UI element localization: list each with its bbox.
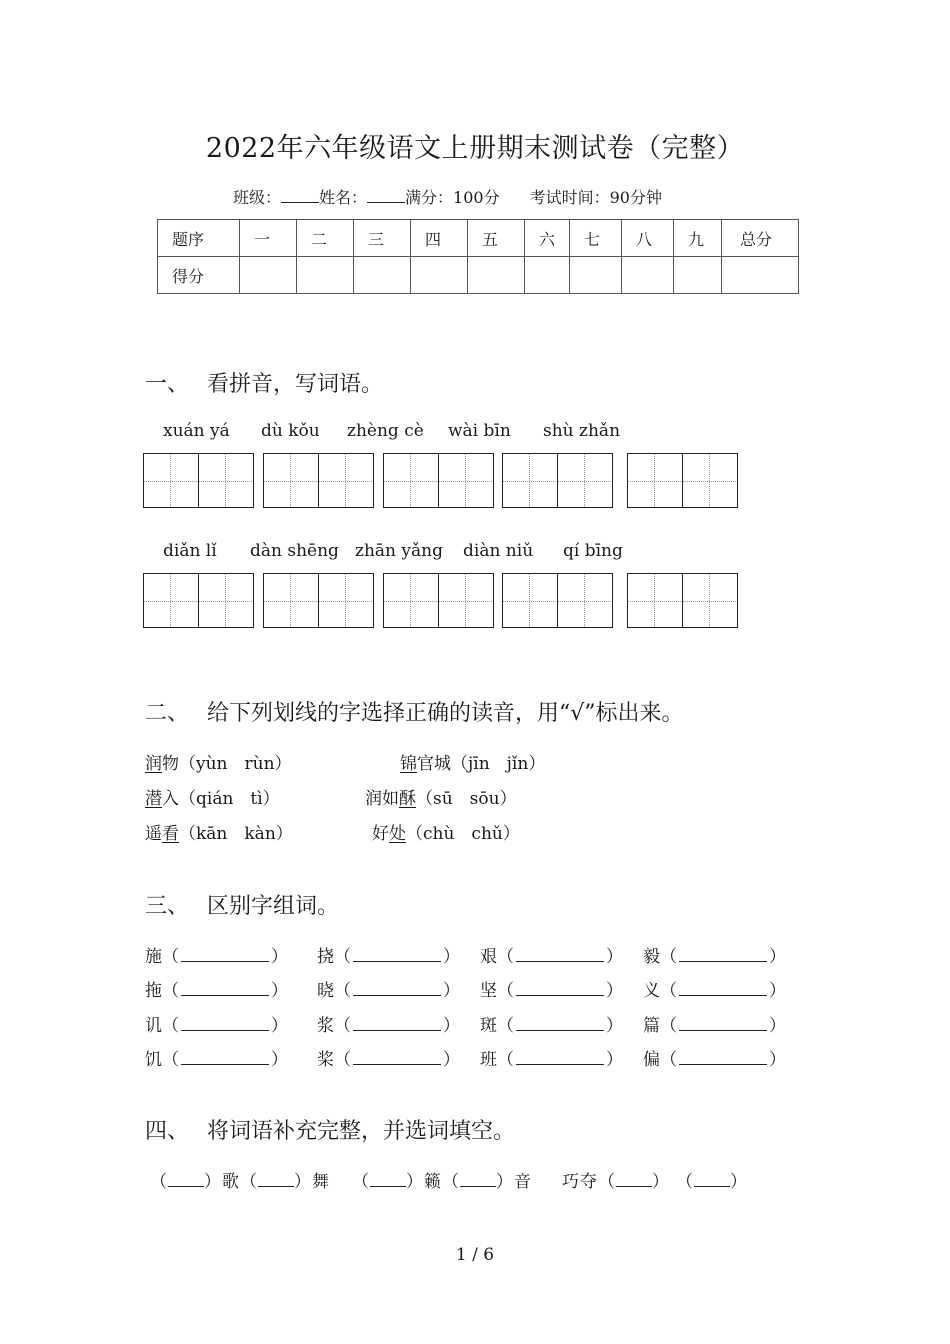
reading-options[interactable]: 官城（jīn jǐn）	[417, 754, 546, 774]
score-header-row	[158, 220, 799, 257]
idiom-fill-line: （ ）歌（ ）舞 （ ）籁（ ）音 巧夺（ ） （ ）	[150, 1172, 748, 1192]
writing-grid[interactable]	[143, 573, 254, 628]
answer-blank[interactable]	[353, 983, 441, 996]
reading-options[interactable]: （chù chǔ）	[406, 824, 520, 844]
score-value-row	[158, 257, 799, 294]
word-group-item: 桨（ ）	[317, 1050, 460, 1070]
idiom-char: 舞	[312, 1172, 330, 1192]
name-blank[interactable]	[367, 188, 405, 203]
writing-grid[interactable]	[143, 453, 254, 508]
class-blank[interactable]	[281, 188, 319, 203]
section-number: 二、	[145, 701, 190, 726]
table-cell: 题序	[158, 220, 240, 257]
idiom-char: 音	[514, 1172, 532, 1192]
answer-blank[interactable]	[460, 1174, 496, 1187]
reading-item	[145, 784, 280, 809]
table-cell: 二	[297, 220, 354, 257]
word-group-item: 拖（ ）	[145, 981, 288, 1001]
reading-options[interactable]: 入（qián tì）	[162, 789, 280, 809]
char: 晓	[317, 981, 334, 1001]
pinyin: zhèng cè	[347, 421, 424, 441]
section-title: 将词语补充完整，并选词填空。	[207, 1119, 516, 1144]
char: 艰	[480, 947, 497, 967]
answer-blank[interactable]	[353, 1018, 441, 1031]
reading-item	[372, 819, 520, 844]
char: 义	[643, 981, 660, 1001]
score-cell[interactable]	[468, 257, 525, 294]
answer-blank[interactable]	[516, 1018, 604, 1031]
word-group-item: 坚（ ）	[480, 981, 623, 1001]
word-group-item: 篇（ ）	[643, 1016, 786, 1036]
section-3-heading	[145, 889, 339, 920]
section-title: 给下列划线的字选择正确的读音，用“√”标出来。	[207, 701, 684, 726]
score-cell[interactable]	[570, 257, 622, 294]
section-title: 看拼音，写词语。	[207, 372, 384, 397]
table-cell: 四	[411, 220, 468, 257]
answer-blank[interactable]	[168, 1174, 204, 1187]
section-4-heading	[145, 1114, 515, 1145]
score-table	[157, 219, 799, 294]
reading-item	[365, 784, 517, 809]
page-title: 2022年六年级语文上册期末测试卷（完整）	[205, 133, 745, 164]
table-cell: 总分	[722, 220, 799, 257]
word-group-item: 挠（ ）	[317, 947, 460, 967]
word-group-item: 斑（ ）	[480, 1016, 623, 1036]
answer-blank[interactable]	[679, 983, 767, 996]
word-group-item: 讥（ ）	[145, 1016, 288, 1036]
answer-blank[interactable]	[516, 949, 604, 962]
underlined-char: 处	[389, 824, 406, 844]
pinyin: diàn niǔ	[463, 541, 534, 561]
pinyin: diǎn lǐ	[163, 541, 217, 561]
word-group-item: 毅（ ）	[643, 947, 786, 967]
char: 毅	[643, 947, 660, 967]
answer-blank[interactable]	[181, 1052, 269, 1065]
char: 坚	[480, 981, 497, 1001]
answer-blank[interactable]	[516, 1052, 604, 1065]
reading-options[interactable]: （sū sōu）	[416, 789, 517, 809]
section-number: 四、	[145, 1119, 190, 1144]
word-group-item: 偏（ ）	[643, 1050, 786, 1070]
underlined-char: 锦	[400, 754, 417, 774]
page-number: 1 / 6	[455, 1245, 495, 1265]
word-group-item: 浆（ ）	[317, 1016, 460, 1036]
writing-grid[interactable]	[263, 453, 374, 508]
idiom-char: 歌	[222, 1172, 240, 1192]
char: 浆	[317, 1016, 334, 1036]
answer-blank[interactable]	[516, 983, 604, 996]
word-prefix: 遥	[145, 824, 162, 844]
reading-item	[145, 819, 293, 844]
score-cell[interactable]	[297, 257, 354, 294]
full-score: 满分：100分	[405, 188, 500, 207]
pinyin: qí bīng	[563, 541, 623, 561]
writing-grid[interactable]	[383, 573, 494, 628]
table-cell: 七	[570, 220, 622, 257]
char: 挠	[317, 947, 334, 967]
char: 饥	[145, 1050, 162, 1070]
score-cell[interactable]	[411, 257, 468, 294]
exam-info	[233, 185, 662, 208]
answer-blank[interactable]	[181, 949, 269, 962]
reading-item	[145, 749, 292, 774]
answer-blank[interactable]	[353, 1052, 441, 1065]
answer-blank[interactable]	[679, 1052, 767, 1065]
section-2-heading	[145, 696, 684, 727]
word-group-item: 义（ ）	[643, 981, 786, 1001]
word-group-item: 晓（ ）	[317, 981, 460, 1001]
pinyin: zhān yǎng	[355, 541, 443, 561]
answer-blank[interactable]	[616, 1174, 652, 1187]
writing-grid[interactable]	[627, 453, 738, 508]
reading-item	[400, 749, 545, 774]
underlined-char: 看	[162, 824, 179, 844]
table-cell: 八	[622, 220, 674, 257]
table-cell: 一	[240, 220, 297, 257]
underlined-char: 润	[145, 754, 162, 774]
score-cell[interactable]	[354, 257, 411, 294]
writing-grid[interactable]	[627, 573, 738, 628]
answer-blank[interactable]	[353, 949, 441, 962]
idiom-char: 籁	[424, 1172, 442, 1192]
underlined-char: 酥	[399, 789, 416, 809]
word-group-item: 施（ ）	[145, 947, 288, 967]
score-cell[interactable]	[240, 257, 297, 294]
section-1-heading	[145, 367, 383, 398]
word-prefix: 润如	[365, 789, 399, 809]
score-cell[interactable]	[722, 257, 799, 294]
char: 施	[145, 947, 162, 967]
pinyin: dàn shēng	[250, 541, 339, 561]
char: 班	[480, 1050, 497, 1070]
writing-grid[interactable]	[263, 573, 374, 628]
char: 讥	[145, 1016, 162, 1036]
pinyin: shù zhǎn	[543, 421, 621, 441]
section-title: 区别字组词。	[207, 894, 340, 919]
pinyin: wài bīn	[448, 421, 511, 441]
exam-time: 考试时间：90分钟	[529, 188, 662, 207]
writing-grid[interactable]	[502, 573, 613, 628]
pinyin: dù kǒu	[261, 421, 320, 441]
underlined-char: 潜	[145, 789, 162, 809]
word-group-item: 饥（ ）	[145, 1050, 288, 1070]
table-cell: 三	[354, 220, 411, 257]
pinyin: xuán yá	[163, 421, 230, 441]
table-cell: 五	[468, 220, 525, 257]
answer-blank[interactable]	[370, 1174, 406, 1187]
char: 桨	[317, 1050, 334, 1070]
reading-options[interactable]: 物（yùn rùn）	[162, 754, 292, 774]
reading-options[interactable]: （kān kàn）	[179, 824, 293, 844]
char: 偏	[643, 1050, 660, 1070]
answer-blank[interactable]	[258, 1174, 294, 1187]
char: 篇	[643, 1016, 660, 1036]
answer-blank[interactable]	[181, 1018, 269, 1031]
answer-blank[interactable]	[694, 1174, 730, 1187]
score-cell[interactable]	[622, 257, 674, 294]
table-cell: 六	[525, 220, 570, 257]
score-cell[interactable]	[674, 257, 722, 294]
answer-blank[interactable]	[679, 949, 767, 962]
name-label: 姓名：	[319, 188, 368, 207]
word-group-item: 班（ ）	[480, 1050, 623, 1070]
answer-blank[interactable]	[181, 983, 269, 996]
word-group-item: 艰（ ）	[480, 947, 623, 967]
writing-grid[interactable]	[502, 453, 613, 508]
char: 拖	[145, 981, 162, 1001]
word-prefix: 好	[372, 824, 389, 844]
table-cell: 九	[674, 220, 722, 257]
class-label: 班级：	[233, 188, 282, 207]
table-cell: 得分	[158, 257, 240, 294]
answer-blank[interactable]	[679, 1018, 767, 1031]
writing-grid[interactable]	[383, 453, 494, 508]
idiom-char: 巧夺	[562, 1172, 598, 1192]
section-number: 三、	[145, 894, 190, 919]
section-number: 一、	[145, 372, 190, 397]
char: 斑	[480, 1016, 497, 1036]
score-cell[interactable]	[525, 257, 570, 294]
